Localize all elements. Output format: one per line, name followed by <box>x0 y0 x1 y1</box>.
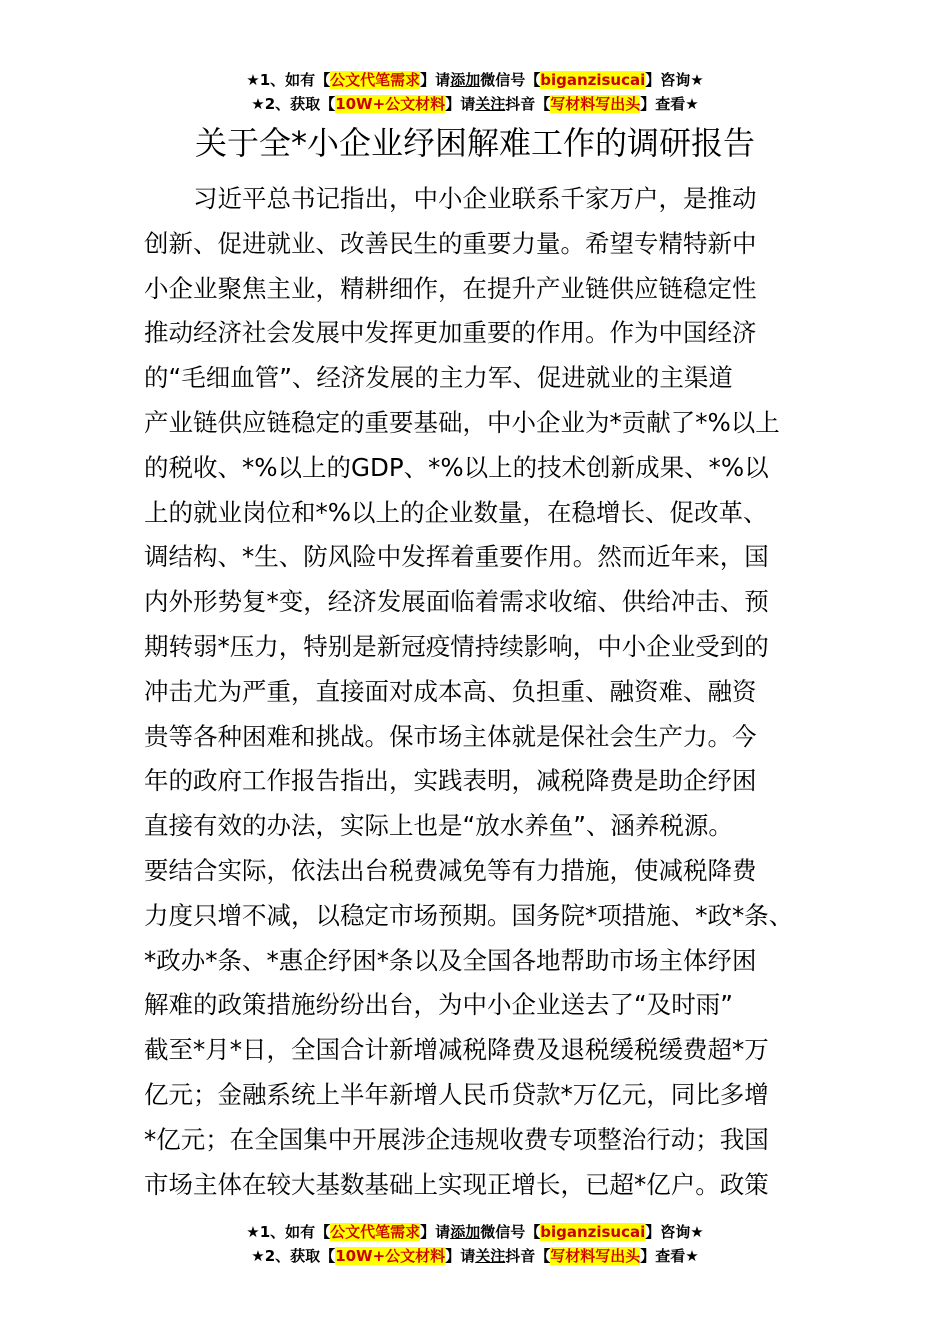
header-line-1-underlined: 添加 <box>450 71 481 89</box>
header-line-1-highlight-wechat-id: biganzisucai <box>540 71 646 89</box>
body-line: 直接有效的办法，实际上也是“放水养鱼”、涵养税源。 <box>144 811 733 841</box>
header-line-2-underlined: 关注 <box>475 95 506 113</box>
body-line: 贵等各种困难和挑战。保市场主体就是保社会生产力。今 <box>144 721 757 751</box>
footer-line-1-middle: 】请 <box>420 1223 451 1241</box>
footer-line-1-underlined: 添加 <box>450 1223 481 1241</box>
body-line: 上的就业岗位和*%以上的企业数量，在稳增长、促改革、 <box>144 497 768 527</box>
footer-line-1-middle-2: 微信号【 <box>480 1223 541 1241</box>
body-line: 小企业聚焦主业，精耕细作，在提升产业链供应链稳定性 <box>144 273 757 303</box>
body-line: 冲击尤为严重，直接面对成本高、负担重、融资难、融资 <box>144 676 757 706</box>
body-line: 创新、促进就业、改善民生的重要力量。希望专精特新中 <box>144 228 757 258</box>
body-line: 亿元；金融系统上半年新增人民币贷款*万亿元，同比多增 <box>144 1079 769 1109</box>
document-title: 关于全*小企业纾困解难工作的调研报告 <box>194 124 755 162</box>
footer-line-2-highlight-materials: 10W+公文材料 <box>335 1247 446 1265</box>
header-line-2-middle-2: 抖音【 <box>505 95 551 113</box>
header-line-1-middle: 】请 <box>420 71 451 89</box>
body-line: 解难的政策措施纷纷出台，为中小企业送去了“及时雨” <box>144 990 733 1020</box>
body-line: 内外形势复*变，经济发展面临着需求收缩、供给冲击、预 <box>144 587 769 617</box>
header-line-2-suffix: 】查看★ <box>640 95 699 113</box>
footer-line-1-highlight-service: 公文代笔需求 <box>330 1223 421 1241</box>
body-line: *政办*条、*惠企纾困*条以及全国各地帮助市场主体纾困 <box>144 945 757 975</box>
header-line-2-middle: 】请 <box>445 95 476 113</box>
footer-line-2-underlined: 关注 <box>475 1247 506 1265</box>
body-line: 期转弱*压力，特别是新冠疫情持续影响，中小企业受到的 <box>144 631 769 661</box>
header-line-1-middle-2: 微信号【 <box>480 71 541 89</box>
body-line: 产业链供应链稳定的重要基础，中小企业为*贡献了*%以上 <box>144 407 780 437</box>
document-body <box>144 177 824 1207</box>
body-line: *亿元；在全国集中开展涉企违规收费专项整治行动；我国 <box>144 1124 769 1154</box>
header-line-2-highlight-douyin-id: 写材料写出头 <box>550 95 641 113</box>
footer-line-2-suffix: 】查看★ <box>640 1247 699 1265</box>
footer-line-1-highlight-wechat-id: biganzisucai <box>540 1223 646 1241</box>
footer-line-2-middle-2: 抖音【 <box>505 1247 551 1265</box>
header-line-1-highlight-service: 公文代笔需求 <box>330 71 421 89</box>
header-line-1-suffix: 】咨询★ <box>645 71 704 89</box>
footer-line-1-suffix: 】咨询★ <box>645 1223 704 1241</box>
footer-line-1 <box>0 1220 950 1244</box>
footer-line-2 <box>0 1244 950 1268</box>
body-line: 截至*月*日，全国合计新增减税降费及退税缓税缓费超*万 <box>144 1035 769 1065</box>
body-line: 习近平总书记指出，中小企业联系千家万户，是推动 <box>193 184 757 213</box>
header-line-1-prefix: ★1、如有【 <box>246 71 331 89</box>
footer-line-2-middle: 】请 <box>445 1247 476 1265</box>
body-line: 调结构、*生、防风险中发挥着重要作用。然而近年来，国 <box>144 542 769 572</box>
header-banner <box>0 68 950 116</box>
body-line: 推动经济社会发展中发挥更加重要的作用。作为中国经济 <box>144 318 757 348</box>
footer-line-2-highlight-douyin-id: 写材料写出头 <box>550 1247 641 1265</box>
body-line: 力度只增不减，以稳定市场预期。国务院*项措施、*政*条、 <box>144 900 794 930</box>
header-line-2 <box>0 92 950 116</box>
body-line: 的“毛细血管”、经济发展的主力军、促进就业的主渠道 <box>144 363 733 393</box>
body-line: 市场主体在较大基数基础上实现正增长，已超*亿户。政策 <box>144 1169 769 1199</box>
body-line: 的税收、*%以上的GDP、*%以上的技术创新成果、*%以 <box>144 452 769 482</box>
header-line-2-prefix: ★2、获取【 <box>251 95 336 113</box>
footer-banner <box>0 1220 950 1268</box>
footer-line-2-prefix: ★2、获取【 <box>251 1247 336 1265</box>
body-line: 要结合实际，依法出台税费减免等有力措施，使减税降费 <box>144 855 757 885</box>
body-line: 年的政府工作报告指出，实践表明，减税降费是助企纾困 <box>144 766 757 796</box>
footer-line-1-prefix: ★1、如有【 <box>246 1223 331 1241</box>
header-line-1 <box>0 68 950 92</box>
header-line-2-highlight-materials: 10W+公文材料 <box>335 95 446 113</box>
